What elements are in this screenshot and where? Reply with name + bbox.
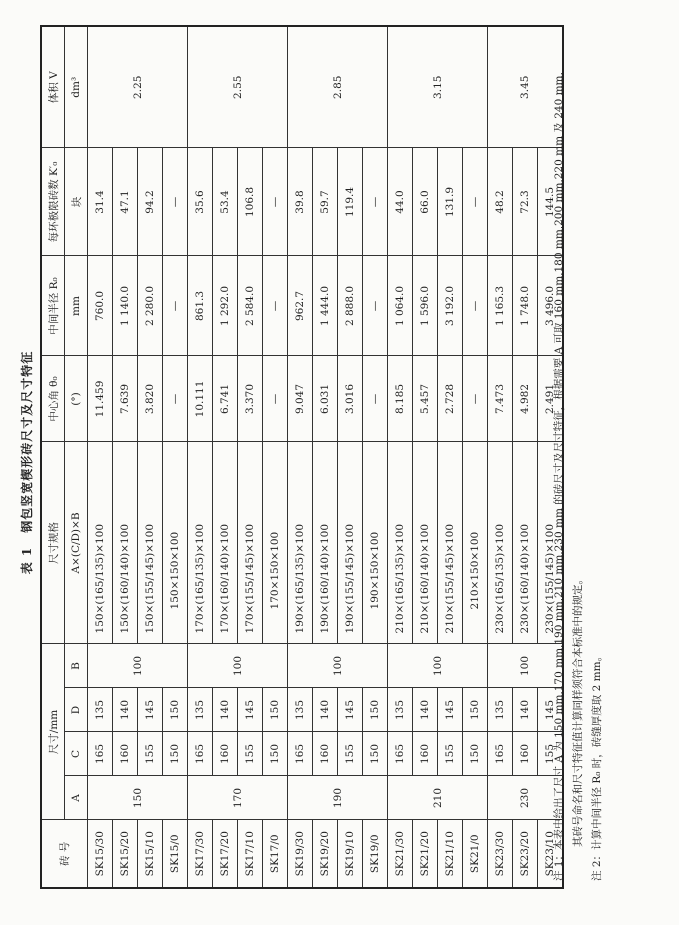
header-bricks: 每环极限砖数 K′₀ bbox=[41, 148, 65, 256]
cell-brick-no: SK17/20 bbox=[213, 820, 238, 888]
table-title: 钢包竖宽楔形砖尺寸及尺寸特征 bbox=[20, 350, 34, 533]
cell-spec: 190×150×100 bbox=[363, 442, 388, 644]
cell-volume: 2.55 bbox=[188, 26, 288, 148]
cell-bricks: 35.6 bbox=[188, 148, 213, 256]
header-spec-formula: A×(C/D)×B bbox=[65, 442, 88, 644]
cell-bricks: 119.4 bbox=[338, 148, 363, 256]
cell-radius: — bbox=[263, 256, 288, 356]
cell-angle: 3.820 bbox=[138, 356, 163, 442]
cell-radius: 1 292.0 bbox=[213, 256, 238, 356]
cell-bricks: 66.0 bbox=[413, 148, 438, 256]
cell-bricks: — bbox=[263, 148, 288, 256]
cell-d: 145 bbox=[138, 688, 163, 732]
cell-brick-no: SK21/30 bbox=[388, 820, 413, 888]
cell-spec: 190×(165/135)×100 bbox=[288, 442, 313, 644]
cell-radius: 2 888.0 bbox=[338, 256, 363, 356]
cell-b: 100 bbox=[288, 644, 388, 688]
cell-brick-no: SK15/20 bbox=[113, 820, 138, 888]
table-row bbox=[263, 26, 288, 888]
cell-bricks: 94.2 bbox=[138, 148, 163, 256]
cell-d: 135 bbox=[288, 688, 313, 732]
cell-spec: 150×(165/135)×100 bbox=[88, 442, 113, 644]
cell-bricks: 106.8 bbox=[238, 148, 263, 256]
table-row bbox=[188, 26, 213, 888]
cell-brick-no: SK17/10 bbox=[238, 820, 263, 888]
cell-c: 165 bbox=[388, 732, 413, 776]
note-1-continued: 其砖号命名和尺寸特征值计算同样须符合本标准中的规定。 bbox=[572, 574, 584, 847]
cell-brick-no: SK23/10 bbox=[538, 820, 564, 888]
cell-d: 140 bbox=[113, 688, 138, 732]
cell-b: 100 bbox=[488, 644, 564, 688]
cell-bricks: 31.4 bbox=[88, 148, 113, 256]
cell-c: 155 bbox=[238, 732, 263, 776]
cell-angle: 6.031 bbox=[313, 356, 338, 442]
cell-spec: 210×(160/140)×100 bbox=[413, 442, 438, 644]
table-body bbox=[88, 26, 564, 888]
cell-bricks: 44.0 bbox=[388, 148, 413, 256]
cell-angle: 3.016 bbox=[338, 356, 363, 442]
cell-spec: 230×(160/140)×100 bbox=[513, 442, 538, 644]
cell-angle: 10.111 bbox=[188, 356, 213, 442]
cell-angle: 2.728 bbox=[438, 356, 463, 442]
table-number: 表 1 bbox=[20, 546, 34, 575]
cell-c: 150 bbox=[163, 732, 188, 776]
cell-c: 155 bbox=[438, 732, 463, 776]
cell-a: 150 bbox=[88, 776, 188, 820]
note-1: 注 1：本表中给出了尺寸 A 为 150 mm,170 mm,190 mm,210 mm,230 mm 的砖尺寸及尺寸特征，根据需要 A 可取 160 mm,180 mm,200 mm,220 mm 及 240 mm, bbox=[553, 72, 565, 881]
cell-d: 140 bbox=[313, 688, 338, 732]
cell-bricks: 59.7 bbox=[313, 148, 338, 256]
cell-volume: 3.15 bbox=[388, 26, 488, 148]
cell-bricks: — bbox=[363, 148, 388, 256]
cell-spec: 170×(165/135)×100 bbox=[188, 442, 213, 644]
cell-spec: 170×(160/140)×100 bbox=[213, 442, 238, 644]
brick-spec-table bbox=[40, 25, 564, 889]
table-row bbox=[138, 26, 163, 888]
cell-bricks: — bbox=[163, 148, 188, 256]
cell-brick-no: SK15/30 bbox=[88, 820, 113, 888]
cell-d: 150 bbox=[163, 688, 188, 732]
table-row bbox=[288, 26, 313, 888]
cell-d: 140 bbox=[513, 688, 538, 732]
cell-radius: 2 584.0 bbox=[238, 256, 263, 356]
cell-radius: — bbox=[463, 256, 488, 356]
cell-c: 160 bbox=[213, 732, 238, 776]
cell-bricks: 72.3 bbox=[513, 148, 538, 256]
cell-radius: 760.0 bbox=[88, 256, 113, 356]
cell-c: 155 bbox=[338, 732, 363, 776]
cell-radius: 861.3 bbox=[188, 256, 213, 356]
cell-brick-no: SK19/10 bbox=[338, 820, 363, 888]
cell-radius: 1 064.0 bbox=[388, 256, 413, 356]
cell-volume: 2.85 bbox=[288, 26, 388, 148]
cell-brick-no: SK17/0 bbox=[263, 820, 288, 888]
cell-c: 150 bbox=[463, 732, 488, 776]
cell-spec: 170×(155/145)×100 bbox=[238, 442, 263, 644]
cell-brick-no: SK21/20 bbox=[413, 820, 438, 888]
cell-brick-no: SK21/0 bbox=[463, 820, 488, 888]
note-2: 注 2：计算中间半径 R₀ 时，砖缝厚度取 2 mm。 bbox=[591, 650, 603, 881]
cell-d: 135 bbox=[388, 688, 413, 732]
cell-a: 190 bbox=[288, 776, 388, 820]
table-row bbox=[88, 26, 113, 888]
cell-angle: — bbox=[463, 356, 488, 442]
header-a: A bbox=[65, 776, 88, 820]
cell-spec: 210×(155/145)×100 bbox=[438, 442, 463, 644]
header-brick-no: 砖 号 bbox=[41, 820, 88, 888]
cell-c: 160 bbox=[513, 732, 538, 776]
cell-bricks: 39.8 bbox=[288, 148, 313, 256]
cell-spec: 230×(165/135)×100 bbox=[488, 442, 513, 644]
cell-d: 145 bbox=[338, 688, 363, 732]
cell-spec: 170×150×100 bbox=[263, 442, 288, 644]
cell-angle: — bbox=[263, 356, 288, 442]
table-caption bbox=[18, 0, 35, 925]
cell-d: 150 bbox=[463, 688, 488, 732]
cell-spec: 150×150×100 bbox=[163, 442, 188, 644]
header-angle-unit: (°) bbox=[65, 356, 88, 442]
cell-c: 160 bbox=[113, 732, 138, 776]
cell-radius: 3 496.0 bbox=[538, 256, 564, 356]
cell-brick-no: SK15/0 bbox=[163, 820, 188, 888]
cell-angle: 7.473 bbox=[488, 356, 513, 442]
cell-a: 230 bbox=[488, 776, 564, 820]
table-row bbox=[238, 26, 263, 888]
cell-angle: 7.639 bbox=[113, 356, 138, 442]
cell-d: 135 bbox=[488, 688, 513, 732]
cell-spec: 230×(155/145)×100 bbox=[538, 442, 564, 644]
header-bricks-unit: 块 bbox=[65, 148, 88, 256]
cell-d: 135 bbox=[188, 688, 213, 732]
header-d: D bbox=[65, 688, 88, 732]
cell-b: 100 bbox=[88, 644, 188, 688]
cell-bricks: 131.9 bbox=[438, 148, 463, 256]
header-size-group: 尺寸/mm bbox=[41, 644, 65, 820]
cell-radius: — bbox=[163, 256, 188, 356]
cell-brick-no: SK19/20 bbox=[313, 820, 338, 888]
table-row bbox=[163, 26, 188, 888]
cell-b: 100 bbox=[188, 644, 288, 688]
cell-angle: 9.047 bbox=[288, 356, 313, 442]
cell-d: 140 bbox=[213, 688, 238, 732]
cell-a: 210 bbox=[388, 776, 488, 820]
cell-d: 140 bbox=[413, 688, 438, 732]
table-row bbox=[463, 26, 488, 888]
cell-radius: 2 280.0 bbox=[138, 256, 163, 356]
cell-c: 150 bbox=[263, 732, 288, 776]
table-row bbox=[513, 26, 538, 888]
cell-d: 150 bbox=[263, 688, 288, 732]
cell-d: 135 bbox=[88, 688, 113, 732]
header-volume-unit: dm³ bbox=[65, 26, 88, 148]
cell-c: 155 bbox=[538, 732, 564, 776]
header-angle: 中心角 θ₀ bbox=[41, 356, 65, 442]
table-row bbox=[438, 26, 463, 888]
cell-bricks: 48.2 bbox=[488, 148, 513, 256]
table-row bbox=[388, 26, 413, 888]
cell-angle: 5.457 bbox=[413, 356, 438, 442]
cell-radius: — bbox=[363, 256, 388, 356]
cell-volume: 2.25 bbox=[88, 26, 188, 148]
cell-brick-no: SK21/10 bbox=[438, 820, 463, 888]
cell-c: 165 bbox=[188, 732, 213, 776]
cell-c: 150 bbox=[363, 732, 388, 776]
table-row bbox=[313, 26, 338, 888]
cell-c: 160 bbox=[313, 732, 338, 776]
table-row bbox=[488, 26, 513, 888]
cell-spec: 210×(165/135)×100 bbox=[388, 442, 413, 644]
cell-c: 155 bbox=[138, 732, 163, 776]
table-row bbox=[338, 26, 363, 888]
cell-angle: 2.491 bbox=[538, 356, 564, 442]
cell-radius: 1 140.0 bbox=[113, 256, 138, 356]
cell-bricks: 47.1 bbox=[113, 148, 138, 256]
table-row bbox=[363, 26, 388, 888]
cell-bricks: 53.4 bbox=[213, 148, 238, 256]
table-header bbox=[41, 26, 88, 888]
cell-radius: 1 444.0 bbox=[313, 256, 338, 356]
cell-bricks: 144.5 bbox=[538, 148, 564, 256]
header-radius-unit: mm bbox=[65, 256, 88, 356]
cell-angle: 3.370 bbox=[238, 356, 263, 442]
cell-angle: 11.459 bbox=[88, 356, 113, 442]
cell-brick-no: SK19/30 bbox=[288, 820, 313, 888]
header-c: C bbox=[65, 732, 88, 776]
table-row bbox=[213, 26, 238, 888]
table-row bbox=[113, 26, 138, 888]
cell-angle: — bbox=[163, 356, 188, 442]
cell-spec: 150×(160/140)×100 bbox=[113, 442, 138, 644]
cell-angle: 6.741 bbox=[213, 356, 238, 442]
cell-radius: 3 192.0 bbox=[438, 256, 463, 356]
header-spec: 尺寸规格 bbox=[41, 442, 65, 644]
cell-angle: 4.982 bbox=[513, 356, 538, 442]
table-notes bbox=[550, 31, 607, 881]
cell-a: 170 bbox=[188, 776, 288, 820]
cell-angle: — bbox=[363, 356, 388, 442]
cell-bricks: — bbox=[463, 148, 488, 256]
cell-angle: 8.185 bbox=[388, 356, 413, 442]
cell-c: 165 bbox=[288, 732, 313, 776]
cell-brick-no: SK19/0 bbox=[363, 820, 388, 888]
cell-spec: 210×150×100 bbox=[463, 442, 488, 644]
cell-radius: 1 748.0 bbox=[513, 256, 538, 356]
header-volume: 体积 V bbox=[41, 26, 65, 148]
cell-spec: 150×(155/145)×100 bbox=[138, 442, 163, 644]
cell-c: 165 bbox=[488, 732, 513, 776]
cell-b: 100 bbox=[388, 644, 488, 688]
cell-c: 160 bbox=[413, 732, 438, 776]
cell-radius: 1 596.0 bbox=[413, 256, 438, 356]
header-b: B bbox=[65, 644, 88, 688]
table-row bbox=[413, 26, 438, 888]
cell-d: 150 bbox=[363, 688, 388, 732]
cell-d: 145 bbox=[438, 688, 463, 732]
cell-c: 165 bbox=[88, 732, 113, 776]
cell-radius: 962.7 bbox=[288, 256, 313, 356]
cell-d: 145 bbox=[538, 688, 564, 732]
cell-spec: 190×(155/145)×100 bbox=[338, 442, 363, 644]
cell-volume: 3.45 bbox=[488, 26, 564, 148]
cell-brick-no: SK17/30 bbox=[188, 820, 213, 888]
cell-brick-no: SK15/10 bbox=[138, 820, 163, 888]
cell-brick-no: SK23/30 bbox=[488, 820, 513, 888]
header-radius: 中间半径 R₀ bbox=[41, 256, 65, 356]
cell-spec: 190×(160/140)×100 bbox=[313, 442, 338, 644]
cell-d: 145 bbox=[238, 688, 263, 732]
cell-radius: 1 165.3 bbox=[488, 256, 513, 356]
cell-brick-no: SK23/20 bbox=[513, 820, 538, 888]
